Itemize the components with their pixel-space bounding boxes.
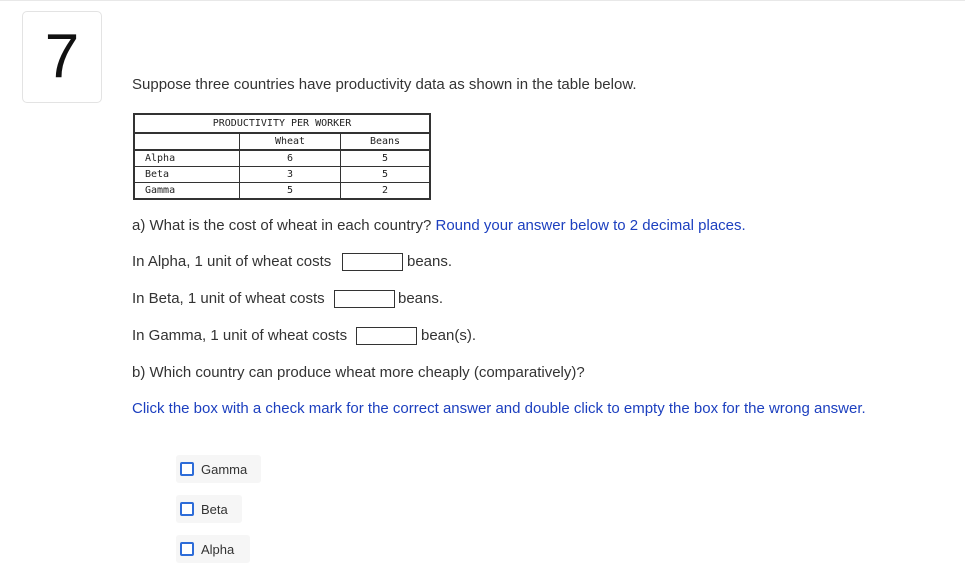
alpha-cost-prefix: In Alpha, 1 unit of wheat costs [132,253,332,270]
table-row [134,167,430,183]
question-number: 7 [44,22,80,91]
alpha-cost-input[interactable] [342,253,403,271]
beans-cell: 5 [341,167,431,183]
beans-cell: 5 [341,150,431,167]
table-header-beans: Beans [341,133,431,150]
option-label: Alpha [201,541,235,557]
checkbox-icon[interactable] [180,462,194,476]
checkbox-icon[interactable] [180,502,194,516]
option-alpha[interactable] [176,535,250,563]
option-label: Beta [201,501,228,517]
table-row [134,183,430,200]
top-divider [0,0,965,1]
table-header-blank [134,133,240,150]
productivity-table [133,113,431,200]
part-a-instruction: Round your answer below to 2 decimal places. [435,217,746,234]
country-cell: Alpha [134,150,240,167]
wheat-cell: 6 [240,150,341,167]
part-b-question: b) Which country can produce wheat more cheaply (comparatively)? [132,364,585,381]
gamma-cost-prefix: In Gamma, 1 unit of wheat costs [132,327,348,344]
gamma-cost-suffix: bean(s). [421,327,477,344]
alpha-cost-suffix: beans. [407,253,453,270]
wheat-cell: 3 [240,167,341,183]
option-label: Gamma [201,461,248,477]
question-intro: Suppose three countries have productivity data as shown in the table below. [132,76,637,93]
gamma-cost-input[interactable] [356,327,417,345]
part-b-instruction: Click the box with a check mark for the correct answer and double click to empty the box for the wrong answer. [132,400,866,417]
checkbox-icon[interactable] [180,542,194,556]
beta-cost-input[interactable] [334,290,395,308]
country-cell: Beta [134,167,240,183]
country-cell: Gamma [134,183,240,200]
question-number-box [22,11,102,103]
table-title: PRODUCTIVITY PER WORKER [134,114,430,133]
beans-cell: 2 [341,183,431,200]
table-row [134,150,430,167]
beta-cost-suffix: beans. [398,290,444,307]
part-a-question: a) What is the cost of wheat in each country? [132,217,432,234]
option-beta[interactable] [176,495,242,523]
wheat-cell: 5 [240,183,341,200]
option-gamma[interactable] [176,455,261,483]
beta-cost-prefix: In Beta, 1 unit of wheat costs [132,290,325,307]
table-header-wheat: Wheat [240,133,341,150]
part-a-line [132,217,746,234]
